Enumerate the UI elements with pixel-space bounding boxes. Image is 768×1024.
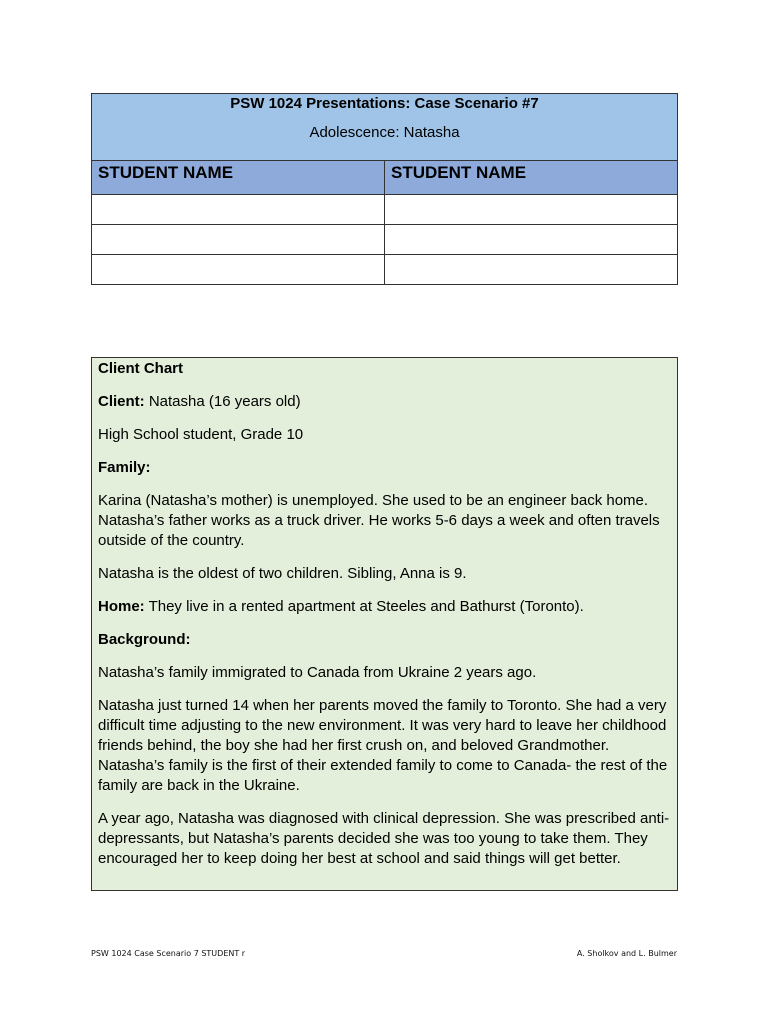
client-line: [98, 392, 677, 412]
student-names-table: [91, 93, 678, 285]
client-value: Natasha (16 years old): [144, 393, 301, 410]
family-text: Karina (Natasha’s mother) is unemployed. She used to be an engineer back home. Natasha’s father works as a truck driver. He works 5-6 days a week and often travels outside of the country.: [98, 492, 660, 549]
home-value: They live in a rented apartment at Steeles and Bathurst (Toronto).: [144, 598, 584, 615]
column-header-student-name-1: STUDENT NAME: [92, 161, 385, 195]
student-name-field[interactable]: [92, 255, 385, 285]
client-chart-heading: Client Chart: [98, 360, 184, 377]
footer-authors: A. Sholkov and L. Bulmer: [576, 949, 677, 958]
student-name-field[interactable]: [385, 255, 678, 285]
family-label: Family:: [98, 459, 151, 476]
client-label: Client:: [98, 393, 145, 410]
home-line: [98, 597, 677, 617]
document-title: PSW 1024 Presentations: Case Scenario #7: [230, 95, 539, 112]
sibling-text: Natasha is the oldest of two children. Sibling, Anna is 9.: [98, 565, 467, 582]
student-name-field[interactable]: [92, 225, 385, 255]
home-label: Home:: [98, 598, 145, 615]
footer-document-id: PSW 1024 Case Scenario 7 STUDENT r: [91, 949, 246, 958]
background-paragraph-2: Natasha just turned 14 when her parents moved the family to Toronto. She had a very difficult time adjusting to the new environment. It was very hard to leave her childhood friends behind, the boy she had her first crush on, and beloved Grandmother. Natasha’s family is the first of their extended family to come to Canada- the rest of the family are back in the Ukraine.: [98, 697, 668, 794]
column-header-student-name-2: STUDENT NAME: [385, 161, 678, 195]
student-name-field[interactable]: [385, 225, 678, 255]
background-paragraph-1: Natasha’s family immigrated to Canada from Ukraine 2 years ago.: [98, 664, 537, 681]
table-title-cell: [92, 94, 678, 161]
school-line: High School student, Grade 10: [98, 426, 304, 443]
background-label: Background:: [98, 631, 191, 648]
client-chart-box: [91, 357, 678, 891]
document-subtitle: Adolescence: Natasha: [309, 124, 460, 141]
student-name-field[interactable]: [92, 195, 385, 225]
background-paragraph-3: A year ago, Natasha was diagnosed with clinical depression. She was prescribed anti-depressants, but Natasha’s parents decided she was too young to take them. They encouraged her to keep doing her best at school and said things will get better.: [98, 810, 670, 867]
student-name-field[interactable]: [385, 195, 678, 225]
